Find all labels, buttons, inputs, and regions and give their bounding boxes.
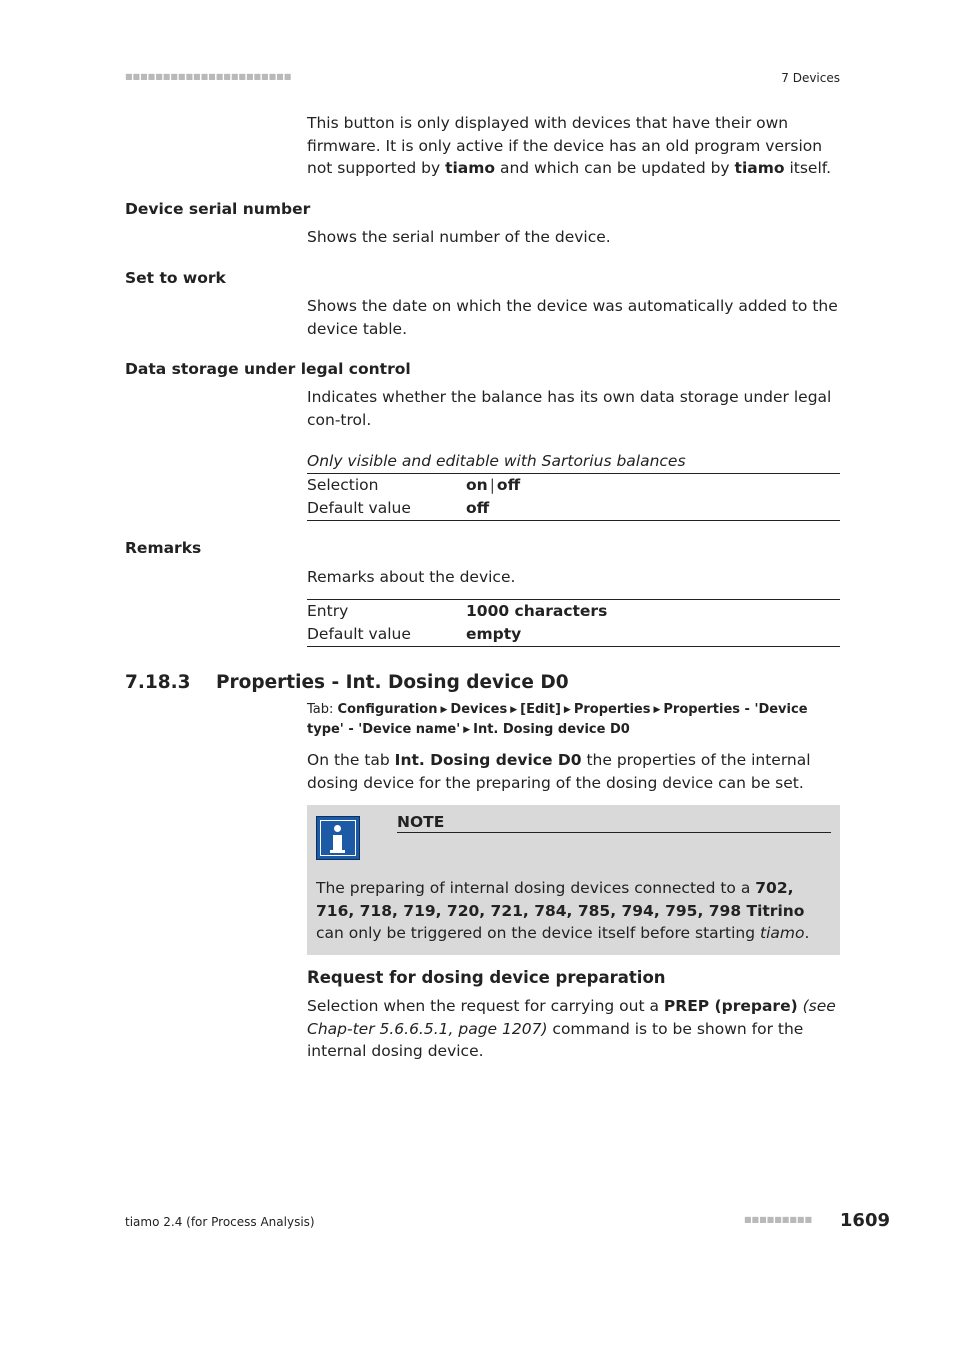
note-box xyxy=(307,805,840,955)
desc-data-storage: Indicates whether the balance has its own data storage under legal con-trol. xyxy=(307,388,832,429)
table-remarks xyxy=(307,599,840,647)
section-intro-paragraph: On the tab Int. Dosing device D0 the properties of the internal dosing device for the preparing of the dosing device can be set. xyxy=(307,751,811,792)
term-set-to-work: Set to work xyxy=(125,269,226,287)
section-heading xyxy=(125,672,569,693)
row-key: Entry xyxy=(307,602,349,620)
header-chapter: 7 Devices xyxy=(781,71,840,85)
row-value: off xyxy=(466,499,490,517)
note-text: The preparing of internal dosing devices connected to a 702, 716, 718, 719, 720, 721, 784, 785, 794, 795, 798 Titrino can only be triggered on the device itself before starting tiamo. xyxy=(316,879,810,942)
section-title: Properties - Int. Dosing device D0 xyxy=(216,672,569,693)
request-paragraph: Selection when the request for carrying out a PREP (prepare) (see Chap-ter 5.6.6.5.1, page 1207) command is to be shown for the internal dosing device. xyxy=(307,997,836,1060)
row-key: Selection xyxy=(307,476,379,494)
table-row xyxy=(307,599,840,623)
table-row xyxy=(307,623,840,647)
desc-device-serial-number: Shows the serial number of the device. xyxy=(307,228,611,246)
term-data-storage: Data storage under legal control xyxy=(125,360,411,378)
row-value: 1000 characters xyxy=(466,602,608,620)
arrow-right-icon: ▶ xyxy=(563,705,571,715)
desc-set-to-work: Shows the date on which the device was automatically added to the device table. xyxy=(307,297,838,338)
intro-paragraph: This button is only displayed with devices that have their own firmware. It is only active if the device has an old program version not supported by tiamo and which can be updated by tiamo itself. xyxy=(307,114,832,177)
table-row xyxy=(307,497,840,521)
desc-remarks: Remarks about the device. xyxy=(307,568,516,586)
table-caption: Only visible and editable with Sartorius balances xyxy=(307,450,840,474)
header-decoration: ■■■■■■■■■■■■■■■■■■■■■■ xyxy=(125,72,292,81)
row-key: Default value xyxy=(307,499,411,517)
footer-decoration: ■■■■■■■■■ xyxy=(744,1215,813,1224)
term-device-serial-number: Device serial number xyxy=(125,200,311,218)
table-row xyxy=(307,474,840,497)
tab-path-breadcrumb: Tab: Configuration ▶ Devices ▶ [Edit] ▶ Properties ▶ Properties - 'Device type' - 'Device name' ▶ Int. Dosing device D0 xyxy=(307,702,808,737)
arrow-right-icon: ▶ xyxy=(653,705,661,715)
section-number: 7.18.3 xyxy=(125,672,191,693)
term-remarks: Remarks xyxy=(125,539,202,557)
footer-product: tiamo 2.4 (for Process Analysis) xyxy=(125,1215,315,1229)
note-title: NOTE xyxy=(397,813,831,833)
arrow-right-icon: ▶ xyxy=(440,705,448,715)
row-key: Default value xyxy=(307,625,411,643)
table-data-storage xyxy=(307,450,840,521)
subsection-title: Request for dosing device preparation xyxy=(307,968,666,987)
info-icon xyxy=(316,816,360,860)
page-number: 1609 xyxy=(839,1210,890,1231)
arrow-right-icon: ▶ xyxy=(463,725,471,735)
row-value: on | off xyxy=(466,476,521,494)
arrow-right-icon: ▶ xyxy=(510,705,518,715)
row-value: empty xyxy=(466,625,522,643)
